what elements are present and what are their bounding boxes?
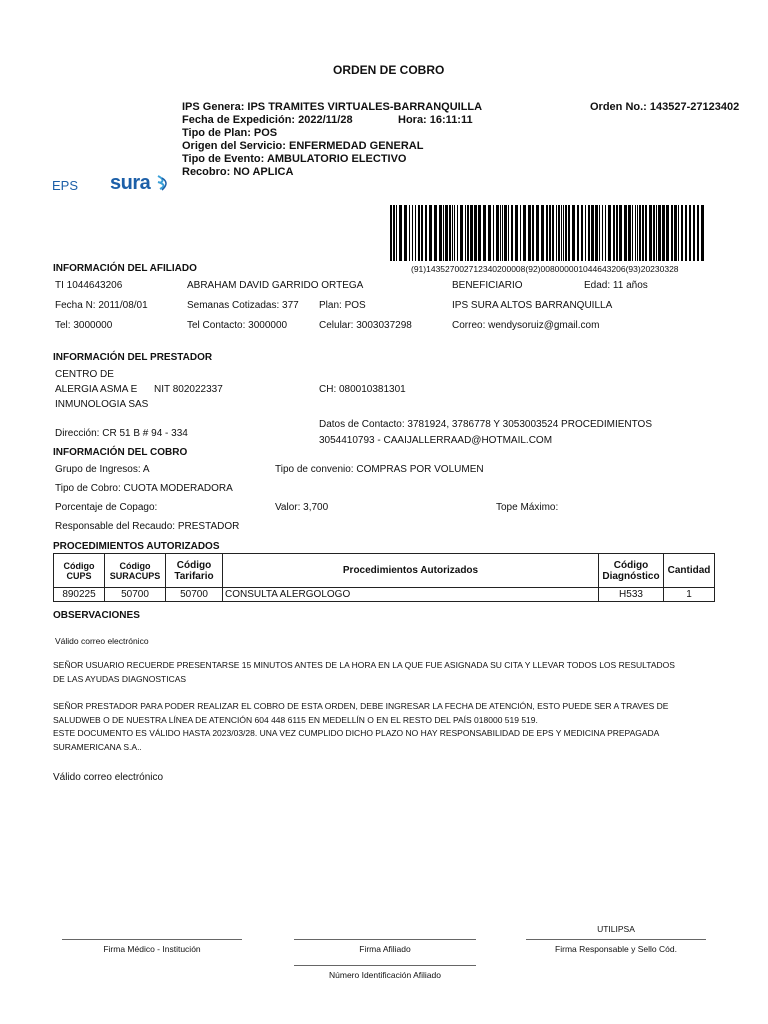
- barcode: [390, 205, 706, 261]
- barcode-text: (91)143527002712340200008(92)008000001044643206(93)20230328: [411, 264, 679, 274]
- affiliate-weeks: Semanas Cotizadas: 377: [187, 300, 299, 311]
- id-number-line: [294, 965, 476, 966]
- billing-type: Tipo de Cobro: CUOTA MODERADORA: [55, 483, 233, 494]
- col-header-cups-line1: Código: [63, 560, 95, 571]
- col-header-tarifario-line1: Código: [176, 559, 212, 571]
- provider-notice-line3: ESTE DOCUMENTO ES VÁLIDO HASTA 2023/03/28. UNA VEZ CUMPLIDO DICHO PLAZO NO HAY RESPONSABILIDAD DE EPS Y MEDICINA PREPAGADA: [53, 728, 660, 738]
- affiliate-signature-line: [294, 939, 476, 940]
- col-header-suracups-line2: SURACUPS: [109, 570, 161, 581]
- utilipsa-label: UTILIPSA: [597, 924, 635, 934]
- responsible-signature-label: Firma Responsable y Sello Cód.: [555, 944, 677, 954]
- affiliate-cellphone: Celular: 3003037298: [319, 320, 412, 331]
- affiliate-type: BENEFICIARIO: [452, 280, 523, 291]
- col-header-diagnosis-line2: Diagnóstico: [602, 570, 660, 582]
- service-origin: Origen del Servicio: ENFERMEDAD GENERAL: [182, 140, 424, 152]
- affiliate-contact-phone: Tel Contacto: 3000000: [187, 320, 288, 331]
- col-header-suracups-line1: Código: [119, 560, 151, 571]
- affiliate-name: ABRAHAM DAVID GARRIDO ORTEGA: [187, 280, 364, 291]
- procedures-table: [53, 553, 715, 602]
- billing-collector: Responsable del Recaudo: PRESTADOR: [55, 521, 240, 532]
- sura-logo: sura: [110, 172, 151, 194]
- col-header-tarifario: [166, 554, 223, 588]
- medic-signature-line: [62, 939, 242, 940]
- billing-max-cap: Tope Máximo:: [496, 502, 559, 513]
- user-notice-line1: SEÑOR USUARIO RECUERDE PRESENTARSE 15 MINUTOS ANTES DE LA HORA EN LA QUE FUE ASIGNADA SU CITA Y LLEVAR TODOS LOS RESULTADOS: [53, 660, 675, 670]
- billing-copay-percent: Porcentaje de Copago:: [55, 502, 158, 513]
- sura-logo-icon: [156, 174, 172, 192]
- table-row: [54, 588, 715, 602]
- issue-time: Hora: 16:11:11: [398, 114, 473, 126]
- col-header-cups: [54, 554, 105, 588]
- cell-diagnosis: H533: [599, 588, 664, 602]
- provider-name-line1: CENTRO DE: [55, 369, 114, 380]
- affiliate-birthdate: Fecha N: 2011/08/01: [55, 300, 148, 311]
- provider-ch: CH: 080010381301: [319, 384, 406, 395]
- ips-genera: IPS Genera: IPS TRAMITES VIRTUALES-BARRANQUILLA: [182, 101, 483, 113]
- cell-tarifario: 50700: [166, 588, 223, 602]
- recobro: Recobro: NO APLICA: [182, 166, 294, 178]
- provider-contact-line1: Datos de Contacto: 3781924, 3786778 Y 3053003524 PROCEDIMIENTOS: [319, 419, 652, 430]
- col-header-cups-line2: CUPS: [66, 570, 92, 581]
- affiliate-signature-label: Firma Afiliado: [359, 944, 411, 954]
- plan-type: Tipo de Plan: POS: [182, 127, 278, 139]
- document-title: ORDEN DE COBRO: [333, 63, 445, 77]
- col-header-tarifario-line2: Tarifario: [174, 570, 214, 582]
- provider-notice-line2: SALUDWEB O DE NUESTRA LÍNEA DE ATENCIÓN 604 448 6115 EN MEDELLÍN O EN EL RESTO DEL PAÍS 018000 519 519.: [53, 715, 538, 725]
- col-header-quantity: Cantidad: [664, 554, 715, 588]
- cell-quantity: 1: [664, 588, 715, 602]
- provider-nit: NIT 802022337: [154, 384, 223, 395]
- billing-income-group: Grupo de Ingresos: A: [55, 464, 150, 475]
- user-notice-line2: DE LAS AYUDAS DIAGNOSTICAS: [53, 674, 187, 684]
- col-header-suracups: [105, 554, 166, 588]
- issue-date: Fecha de Expedición: 2022/11/28: [182, 114, 353, 126]
- provider-name-line3: INMUNOLOGIA SAS: [55, 399, 149, 410]
- order-number: Orden No.: 143527-27123402: [590, 101, 740, 113]
- observations-heading: OBSERVACIONES: [53, 610, 140, 621]
- medic-signature-label: Firma Médico - Institución: [103, 944, 201, 954]
- affiliate-phone: Tel: 3000000: [55, 320, 113, 331]
- cell-cups: 890225: [54, 588, 105, 602]
- procedures-section-heading: PROCEDIMIENTOS AUTORIZADOS: [53, 541, 220, 552]
- responsible-signature-line: [526, 939, 706, 940]
- col-header-diagnosis: [599, 554, 664, 588]
- billing-section-heading: INFORMACIÓN DEL COBRO: [53, 447, 188, 458]
- eps-logo-text: EPS: [52, 178, 79, 193]
- provider-address: Dirección: CR 51 B # 94 - 334: [55, 428, 188, 439]
- affiliate-email: Correo: wendysoruiz@gmail.com: [452, 320, 600, 331]
- affiliate-id: TI 1044643206: [55, 280, 123, 291]
- col-header-diagnosis-line1: Código: [613, 559, 649, 571]
- col-header-procedure: Procedimientos Autorizados: [223, 554, 599, 588]
- billing-value: Valor: 3,700: [275, 502, 329, 513]
- billing-agreement-type: Tipo de convenio: COMPRAS POR VOLUMEN: [275, 464, 484, 475]
- provider-name-line2: ALERGIA ASMA E: [55, 384, 138, 395]
- valid-email-note: Válido correo electrónico: [53, 772, 164, 783]
- provider-notice-line4: SURAMERICANA S.A..: [53, 742, 142, 752]
- affiliate-ips: IPS SURA ALTOS BARRANQUILLA: [452, 300, 613, 311]
- event-type: Tipo de Evento: AMBULATORIO ELECTIVO: [182, 153, 407, 165]
- affiliate-age: Edad: 11 años: [584, 280, 648, 291]
- provider-section-heading: INFORMACIÓN DEL PRESTADOR: [53, 352, 213, 363]
- provider-contact-line2: 3054410793 - CAAIJALLERRAAD@HOTMAIL.COM: [319, 435, 553, 446]
- cell-procedure: CONSULTA ALERGOLOGO: [223, 588, 599, 602]
- valid-email-note-small: Válido correo electrónico: [55, 636, 149, 646]
- affiliate-plan: Plan: POS: [319, 300, 366, 311]
- cell-suracups: 50700: [105, 588, 166, 602]
- affiliate-section-heading: INFORMACIÓN DEL AFILIADO: [53, 263, 197, 274]
- id-number-label: Número Identificación Afiliado: [329, 970, 441, 980]
- provider-notice-line1: SEÑOR PRESTADOR PARA PODER REALIZAR EL COBRO DE ESTA ORDEN, DEBE INGRESAR LA FECHA DE ATENCIÓN, ESTO PUEDE SER A TRAVES DE: [53, 701, 669, 711]
